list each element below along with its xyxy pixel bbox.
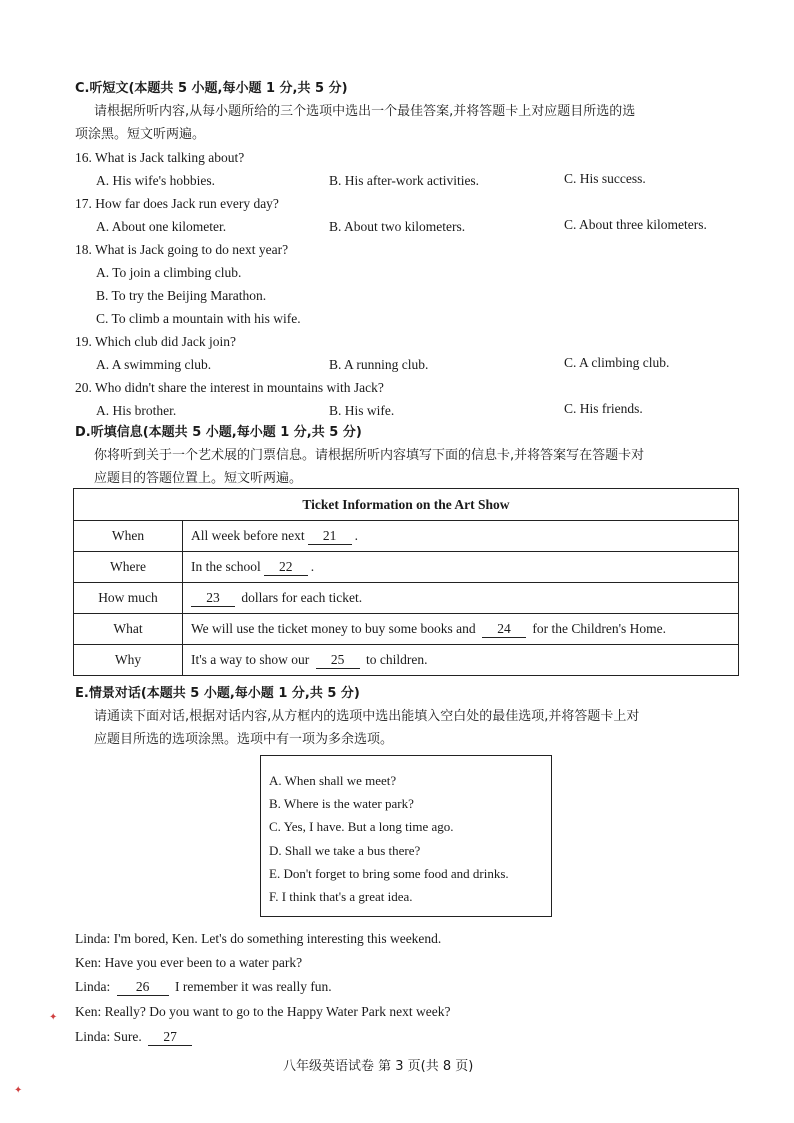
dialogue-line: Linda: Sure. 27 bbox=[75, 1028, 195, 1046]
dialogue-line: Ken: Have you ever been to a water park? bbox=[75, 955, 303, 970]
option-18a: A. To join a climbing club. bbox=[96, 265, 242, 280]
question-19: 19. Which club did Jack join? bbox=[75, 334, 236, 349]
row-content: All week before next 21 . bbox=[183, 521, 739, 552]
section-e-instruction: 请通读下面对话,根据对话内容,从方框内的选项中选出能填入空白处的最佳选项,并将答题卡上对 bbox=[94, 709, 640, 724]
speaker: Ken: bbox=[75, 1004, 102, 1019]
option-17b: B. About two kilometers. bbox=[329, 219, 466, 234]
section-d-instruction: 你将听到关于一个艺术展的门票信息。请根据所听内容填写下面的信息卡,并将答案写在答题卡对 bbox=[94, 448, 645, 463]
table-row bbox=[74, 583, 739, 614]
table-row bbox=[74, 645, 739, 676]
row-content: We will use the ticket money to buy some books and 24 for the Children's Home. bbox=[183, 614, 739, 645]
table-row bbox=[74, 521, 739, 552]
table-row bbox=[74, 552, 739, 583]
section-e-instruction-cont: 应题目所选的选项涂黑。选项中有一项为多余选项。 bbox=[94, 732, 394, 747]
section-e-title: E.情景对话(本题共 5 小题,每小题 1 分,共 5 分) bbox=[75, 686, 360, 701]
question-20: 20. Who didn't share the interest in mountains with Jack? bbox=[75, 380, 384, 395]
option-item: C. Yes, I have. But a long time ago. bbox=[269, 819, 454, 835]
option-16c: C. His success. bbox=[564, 171, 646, 186]
row-content: It's a way to show our 25 to children. bbox=[183, 645, 739, 676]
option-19a: A. A swimming club. bbox=[96, 357, 212, 372]
option-item: D. Shall we take a bus there? bbox=[269, 842, 421, 858]
option-16b: B. His after-work activities. bbox=[329, 173, 480, 188]
page-footer: 八年级英语试卷 第 3 页(共 8 页) bbox=[283, 1059, 474, 1074]
question-18: 18. What is Jack going to do next year? bbox=[75, 242, 289, 257]
row-label: Why bbox=[74, 645, 183, 676]
section-d-title: D.听填信息(本题共 5 小题,每小题 1 分,共 5 分) bbox=[75, 425, 362, 440]
question-17: 17. How far does Jack run every day? bbox=[75, 196, 279, 211]
option-item: F. I think that's a great idea. bbox=[269, 889, 413, 905]
answer-blank-27[interactable]: 27 bbox=[148, 1029, 192, 1046]
option-17c: C. About three kilometers. bbox=[564, 217, 707, 232]
row-label: Where bbox=[74, 552, 183, 583]
question-16: 16. What is Jack talking about? bbox=[75, 150, 245, 165]
option-19b: B. A running club. bbox=[329, 357, 429, 372]
scan-mark-icon: ✦ bbox=[49, 1012, 58, 1023]
section-d-instruction-cont: 应题目的答题位置上。短文听两遍。 bbox=[94, 471, 303, 486]
option-item: A. When shall we meet? bbox=[269, 773, 397, 788]
option-20b: B. His wife. bbox=[329, 403, 395, 418]
dialogue-line: Linda: I'm bored, Ken. Let's do something interesting this weekend. bbox=[75, 931, 442, 946]
scan-mark-icon: ✦ bbox=[14, 1085, 23, 1096]
answer-blank-26[interactable]: 26 bbox=[117, 979, 169, 996]
table-row bbox=[74, 614, 739, 645]
option-16a: A. His wife's hobbies. bbox=[96, 173, 216, 188]
option-item: B. Where is the water park? bbox=[269, 796, 414, 812]
option-item: E. Don't forget to bring some food and drinks. bbox=[269, 865, 509, 881]
options-box bbox=[260, 755, 552, 917]
answer-blank-25[interactable]: 25 bbox=[316, 652, 360, 669]
row-label: When bbox=[74, 521, 183, 552]
speaker: Linda: bbox=[75, 931, 111, 946]
option-19c: C. A climbing club. bbox=[564, 355, 670, 370]
dialogue-line: Ken: Really? Do you want to go to the Happy Water Park next week? bbox=[75, 1004, 451, 1019]
row-content: In the school 22 . bbox=[183, 552, 739, 583]
option-18c: C. To climb a mountain with his wife. bbox=[96, 311, 301, 326]
row-label: How much bbox=[74, 583, 183, 614]
answer-blank-21[interactable]: 21 bbox=[308, 528, 352, 545]
section-c-instruction: 请根据所听内容,从每小题所给的三个选项中选出一个最佳答案,并将答题卡上对应题目所选的选 bbox=[94, 104, 636, 119]
row-content: 23 dollars for each ticket. bbox=[183, 583, 739, 614]
section-c-title: C.听短文(本题共 5 小题,每小题 1 分,共 5 分) bbox=[75, 81, 348, 96]
table-header: Ticket Information on the Art Show bbox=[74, 489, 739, 521]
option-20a: A. His brother. bbox=[96, 403, 177, 418]
answer-blank-23[interactable]: 23 bbox=[191, 590, 235, 607]
speaker: Linda: bbox=[75, 1029, 111, 1044]
dialogue-line: Linda: 26 I remember it was really fun. bbox=[75, 979, 332, 994]
answer-blank-24[interactable]: 24 bbox=[482, 621, 526, 638]
answer-blank-22[interactable]: 22 bbox=[264, 559, 308, 576]
option-18b: B. To try the Beijing Marathon. bbox=[96, 288, 267, 303]
row-label: What bbox=[74, 614, 183, 645]
option-20c: C. His friends. bbox=[564, 401, 643, 416]
ticket-info-table bbox=[73, 488, 739, 676]
speaker: Linda: bbox=[75, 979, 111, 994]
section-c-instruction-cont: 项涂黑。短文听两遍。 bbox=[75, 127, 206, 142]
speaker: Ken: bbox=[75, 955, 102, 970]
option-17a: A. About one kilometer. bbox=[96, 219, 227, 234]
